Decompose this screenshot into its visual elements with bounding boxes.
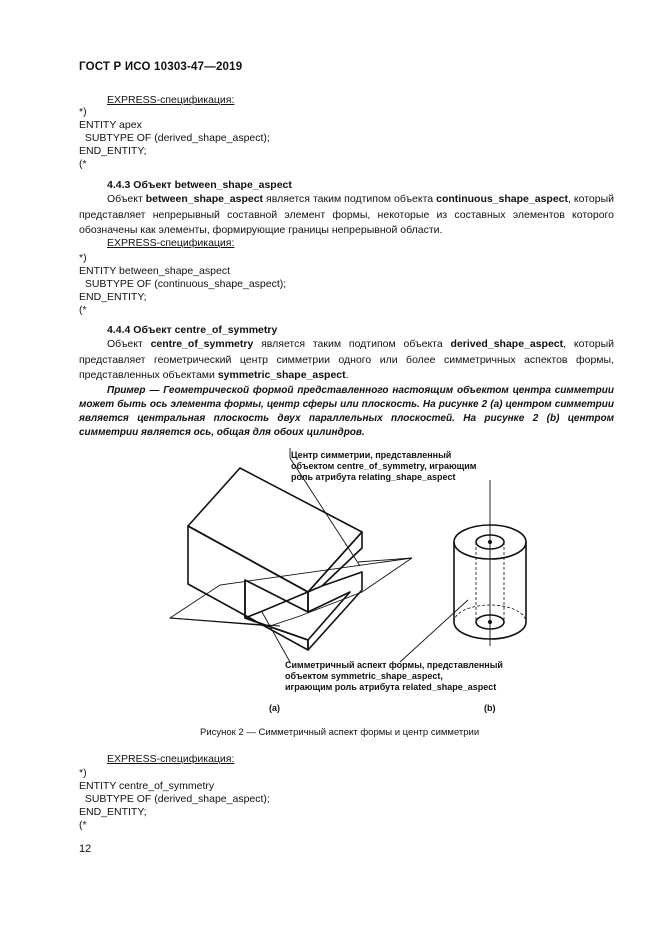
section-paragraph: Объект between_shape_aspect является таким подтипом объекта continuous_shape_aspect, который представляет непрерывный составной элемент формы, некоторые из составных элементов которого обозначены как элементы, формирующие границы непрерывной области.	[79, 193, 614, 236]
leader-line	[400, 600, 468, 662]
page-number: 12	[79, 843, 92, 855]
code-line: SUBTYPE OF (derived_shape_aspect);	[79, 793, 270, 805]
example-note: Пример — Геометрической формой представленного настоящим объектом центра симметрии может быть ось элемента формы, центр сферы или плоскость. На рисунке 2 (а) центром симметрии является центральная плоскость двух параллельных плоскостей. На рисунке 2 (b) центром симметрии является ось, общая для обоих цилиндров.	[79, 385, 614, 438]
block-right-face	[308, 532, 362, 650]
code-line: ENTITY centre_of_symmetry	[79, 780, 215, 792]
document-header: ГОСТ Р ИСО 10303-47—2019	[79, 61, 243, 73]
slot-inner	[245, 586, 322, 618]
express-label: EXPRESS-спецификация:	[107, 237, 235, 249]
figure-label-bottom: Симметричный аспект формы, представленный объектом symmetric_shape_aspect, играющим роль атрибута related_shape_aspect	[285, 660, 503, 692]
figure-label-top: Центр симметрии, представленный объектом centre_of_symmetry, играющим роль атрибута relating_shape_aspect	[291, 450, 477, 482]
subfigure-label-a: (a)	[269, 703, 280, 713]
axis-point	[488, 620, 492, 624]
express-label: EXPRESS-спецификация:	[107, 753, 235, 765]
express-label: EXPRESS-спецификация:	[107, 94, 235, 106]
code-line: SUBTYPE OF (continuous_shape_aspect);	[79, 278, 287, 290]
block-front-face	[188, 526, 308, 650]
code-line: END_ENTITY;	[79, 291, 147, 303]
code-line: END_ENTITY;	[79, 806, 147, 818]
code-line: (*	[79, 158, 87, 170]
code-line: ENTITY apex	[79, 119, 142, 131]
subfigure-label-b: (b)	[484, 703, 496, 713]
code-line: (*	[79, 304, 87, 316]
section-heading: 4.4.3 Объект between_shape_aspect	[107, 179, 292, 191]
figure-caption: Рисунок 2 — Симметричный аспект формы и центр симметрии	[200, 727, 480, 738]
code-line: *)	[79, 767, 87, 779]
section-paragraph: Объект centre_of_symmetry является таким подтипом объекта derived_shape_aspect, который представляет геометрический центр симметрии одного или более симметричных аспектов формы, представленных объектами symmetric_shape_aspect.	[79, 338, 614, 381]
axis-point	[488, 540, 492, 544]
plane-edge	[170, 618, 280, 626]
code-line: (*	[79, 819, 87, 831]
section-heading: 4.4.4 Объект centre_of_symmetry	[107, 324, 278, 336]
slot-edge	[245, 580, 308, 640]
code-line: END_ENTITY;	[79, 145, 147, 157]
code-line: *)	[79, 106, 87, 118]
code-line: SUBTYPE OF (derived_shape_aspect);	[79, 132, 270, 144]
code-line: ENTITY between_shape_aspect	[79, 265, 230, 277]
symmetry-plane	[170, 558, 412, 626]
code-line: *)	[79, 252, 87, 264]
